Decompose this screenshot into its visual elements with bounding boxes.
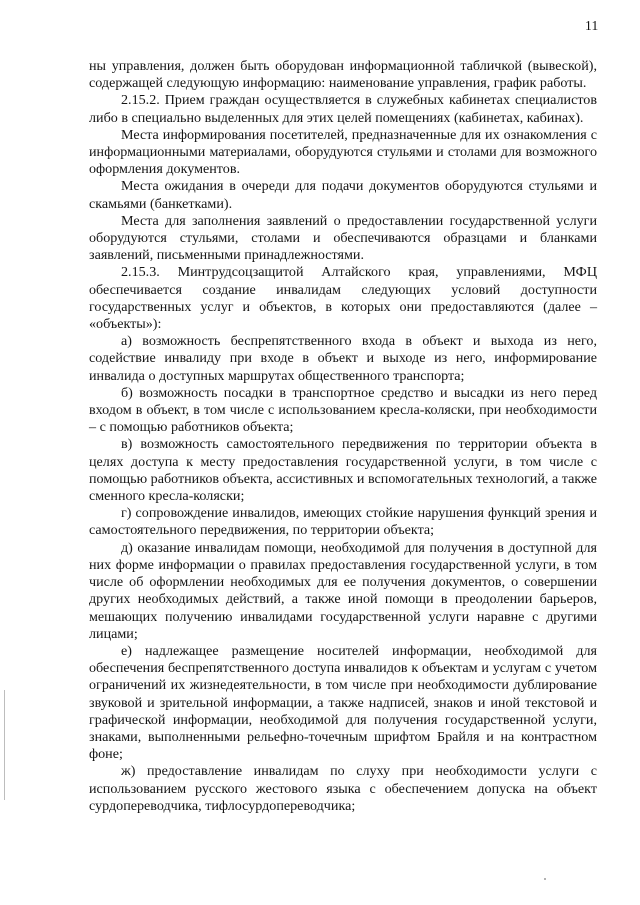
paragraph-continuation: ны управления, должен быть оборудован информационной табличкой (вывеской), содержащей следующую информацию: наименование управления, график работы.	[89, 58, 597, 92]
scan-artifact-dot	[544, 878, 546, 880]
scan-margin-mark	[4, 690, 5, 800]
paragraph-2-15-2: 2.15.2. Прием граждан осуществляется в служебных кабинетах специалистов либо в специально выделенных для этих целей помещениях (кабинетах, кабинах).	[89, 92, 597, 126]
list-item-zh: ж) предоставление инвалидам по слуху при необходимости услуги с использованием русского жестового языка с обеспечением допуска на объект сурдопереводчика, тифлосурдопереводчика;	[89, 763, 597, 814]
list-item-b: б) возможность посадки в транспортное средство и высадки из него перед входом в объект, в том числе с использованием кресла-коляски, при необходимости – с помощью работников объекта;	[89, 384, 597, 436]
list-item-d: д) оказание инвалидам помощи, необходимой для получения в доступной для них форме информации о правилах предоставления государственной услуги, в том числе об оформлении необходимых для ее получения документов, о совершении других необходимых действий, а также иной помощи в преодолении барьеров, мешающих получению инвалидами государственной услуги наравне с другими лицами;	[89, 539, 597, 642]
list-item-e: е) надлежащее размещение носителей информации, необходимой для обеспечения беспрепятственного доступа инвалидов к объектам и услугам с учетом ограничений их жизнедеятельности, в том числе при необходимости дублирование звуковой и зрительной информации, а также надписей, знаков и иной текстовой и графической информации, необходимой для получения государственной услуги, знаками, выполненными рельефно-точечным шрифтом Брайля и на контрастном фоне;	[89, 642, 597, 763]
page-number: 11	[585, 18, 599, 33]
paragraph-information-places: Места информирования посетителей, предназначенные для их ознакомления с информационными материалами, оборудуются стульями и столами для возможного оформления документов.	[89, 126, 597, 178]
list-item-g: г) сопровождение инвалидов, имеющих стойкие нарушения функций зрения и самостоятельного передвижения, по территории объекта;	[89, 505, 597, 539]
paragraph-application-places: Места для заполнения заявлений о предоставлении государственной услуги оборудуются стульями, столами и обеспечиваются образцами и бланками заявлений, письменными принадлежностями.	[89, 212, 597, 264]
document-body	[89, 58, 597, 815]
list-item-a: а) возможность беспрепятственного входа в объект и выхода из него, содействие инвалиду при входе в объект и выходе из него, информирование инвалида о доступных маршрутах общественного транспорта;	[89, 333, 597, 384]
list-item-v: в) возможность самостоятельного передвижения по территории объекта в целях доступа к месту предоставления государственной услуги, в том числе с помощью работников объекта, ассистивных и вспомогательных технологий, а также сменного кресла-коляски;	[89, 436, 597, 505]
paragraph-waiting-places: Места ожидания в очереди для подачи документов оборудуются стульями и скамьями (банкетками).	[89, 178, 597, 212]
paragraph-2-15-3: 2.15.3. Минтрудсоцзащитой Алтайского края, управлениями, МФЦ обеспечивается создание инвалидам следующих условий доступности государственных услуг и объектов, в которых они предоставляются (далее – «объекты»):	[89, 264, 597, 333]
